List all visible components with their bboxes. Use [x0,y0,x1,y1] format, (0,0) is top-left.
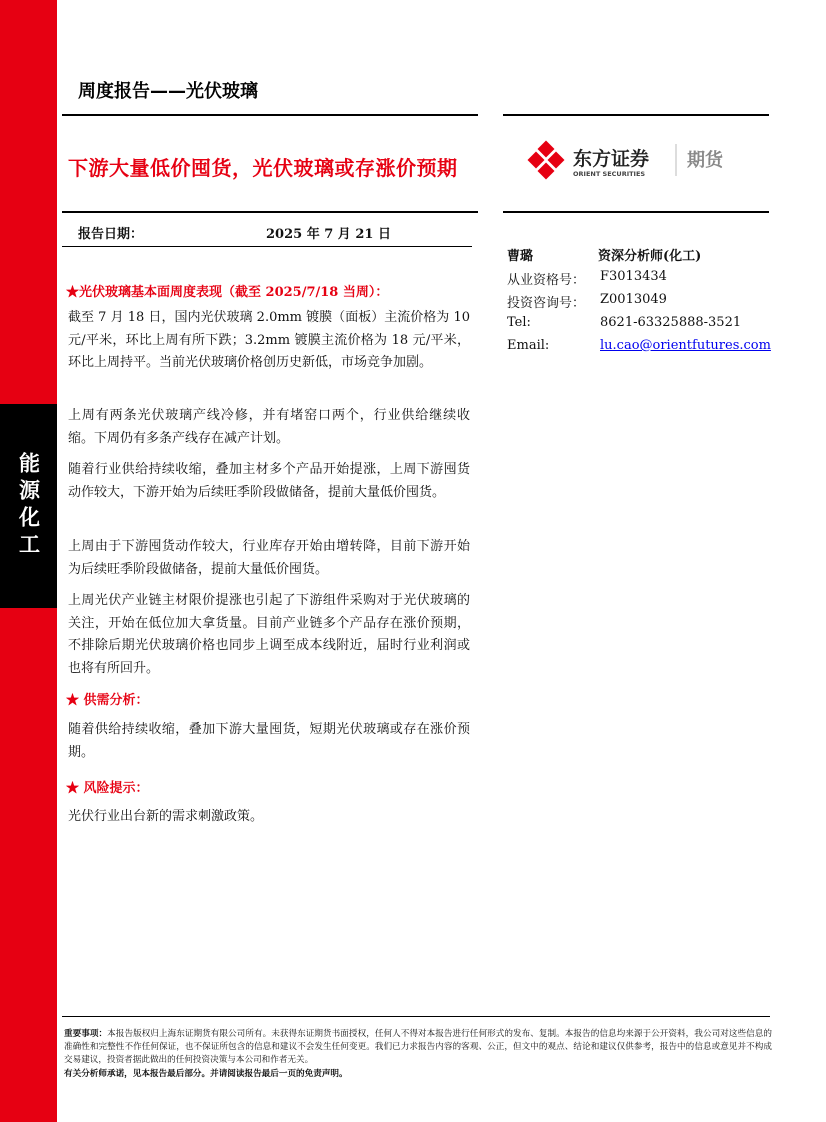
email-link[interactable]: lu.cao@orientfutures.com [600,338,771,353]
header-rule-right [503,114,769,116]
qualification-value: F3013434 [600,269,667,284]
logo-name-cn: 东方证券 [573,148,650,170]
title-rule-left [62,211,478,213]
paragraph-supply-demand: 随着供给持续收缩，叠加下游大量囤货，短期光伏玻璃或存在涨价预期。 [68,722,470,760]
disclaimer-label: 重要事项： [64,1029,108,1039]
series-title: 周度报告——光伏玻璃 [78,81,258,102]
analyst-title: 资深分析师(化工) [598,249,702,264]
disclaimer-bottom-note: 有关分析师承诺，见本报告最后部分。并请阅读报告最后一页的免责声明。 [64,1069,348,1079]
orient-securities-logo [527,140,767,180]
date-rule [62,246,472,247]
email-label: Email: [507,338,550,353]
section-heading-weekly: ★光伏玻璃基本面周度表现（截至 2025/7/18 当周）： [66,285,389,300]
paragraph-stocking: 随着行业供给持续收缩，叠加主材多个产品开始提涨，上周下游囤货动作较大，下游开始为后续旺季阶段做储备，提前大量低价囤货。 [68,462,470,500]
paragraph-price: 截至 7 月 18 日，国内光伏玻璃 2.0mm 镀膜（面板）主流价格为 10 元/平米，环比上周有所下跌；3.2mm 镀膜主流价格为 18 元/平米，环比上周持平。当前光伏玻璃价格创历史新低，市场竞争加剧。 [68,310,470,370]
tel-label: Tel: [507,315,531,330]
report-date-label: 报告日期： [78,227,144,242]
header-rule-left [62,114,478,116]
consulting-value: Z0013049 [600,292,667,307]
consulting-label: 投资咨询号： [507,296,586,311]
report-date-value: 2025 年 7 月 21 日 [266,227,391,242]
orient-logo-mark-icon [527,140,767,180]
sidebar-category-label: 能源化工 [16,452,41,560]
section-heading-risk: ★ 风险提示： [66,781,149,796]
paragraph-outlook: 上周光伏产业链主材限价提涨也引起了下游组件采购对于光伏玻璃的关注，开始在低位加大拿货量。目前产业链多个产品存在涨价预期，不排除后期光伏玻璃价格也同步上调至成本线附近，届时行业利润或也将有所回升。 [68,593,470,676]
footer-rule [62,1016,770,1017]
disclaimer-text: 本报告版权归上海东证期货有限公司所有。未获得东证期货书面授权，任何人不得对本报告进行任何形式的发布、复制。本报告的信息均来源于公开资料，我公司对这些信息的准确性和完整性不作任何保证，也不保证所包含的信息和建议不会发生任何变更。我们已力求报告内容的客观、公正，但文中的观点、结论和建议仅供参考，报告中的信息或意见并不构成交易建议，投资者据此做出的任何投资决策与本公司和作者无关。 [64,1029,772,1065]
disclaimer [64,1028,772,1067]
logo-name-en: ORIENT SECURITIES [573,170,646,178]
section-heading-supply-demand: ★ 供需分析： [66,693,149,708]
tel-value: 8621-63325888-3521 [600,315,742,330]
logo-suffix: 期货 [687,150,723,171]
paragraph-inventory: 上周由于下游囤货动作较大，行业库存开始由增转降，目前下游开始为后续旺季阶段做储备，提前大量低价囤货。 [68,539,470,577]
analyst-name: 曹璐 [507,249,534,264]
title-rule-right [503,211,769,213]
report-main-title: 下游大量低价囤货，光伏玻璃或存涨价预期 [68,156,458,180]
paragraph-supply: 上周有两条光伏玻璃产线冷修，并有堵窑口两个，行业供给继续收缩。下周仍有多条产线存在减产计划。 [68,408,470,446]
qualification-label: 从业资格号： [507,273,586,288]
paragraph-risk: 光伏行业出台新的需求刺激政策。 [68,809,264,824]
